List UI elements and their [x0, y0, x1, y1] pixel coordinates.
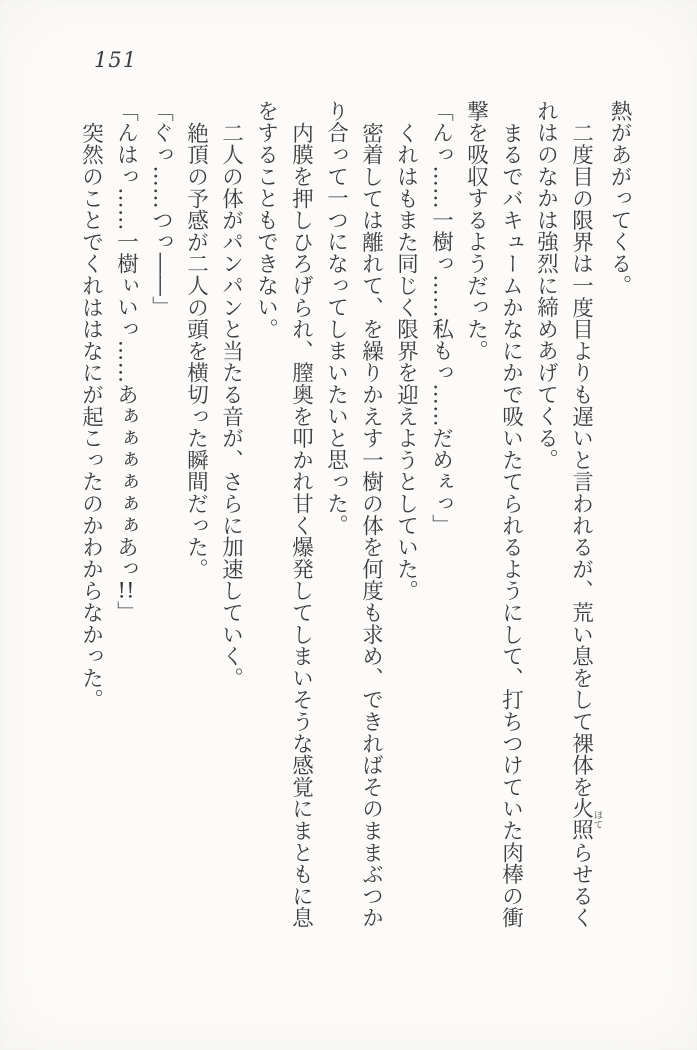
paragraph: まるでバキュームかなにかで吸いたてられるようにして、打ちつけていた肉棒の衝撃を吸収するようだった。: [463, 100, 524, 929]
paragraph: くれはもまた同じく限界を迎えようとしていた。: [393, 121, 419, 602]
paragraph: 二人の体がパンパンと当たる音が、さらに加速していく。: [218, 121, 244, 689]
paragraph: 二度目の限界は一度目よりも遅いと言われるが、荒い息をして裸体を火照ほてらせるくれはのなかは強烈に締めあげてくる。: [533, 100, 603, 929]
paragraph: 絶頂の予感が二人の頭を横切った瞬間だった。: [183, 121, 209, 580]
paragraph: 内膜を押しひろげられ、膣奥を叩かれ甘く爆発してしまいそうな感覚にまともに息をすることもできない。: [253, 100, 314, 929]
paragraph: 「ぐっ……つっ――」: [148, 100, 174, 318]
paragraph: 熱があがってくる。: [607, 100, 632, 297]
page-number: 151: [94, 48, 138, 72]
tate-chu-yoko-text: !!: [117, 579, 135, 602]
ruby-annotated-word: 火照ほて: [568, 797, 603, 841]
paragraph: 「んっ……一樹っ……私もっ……だめぇっ」: [428, 100, 454, 536]
paragraph: 突然のことでくれははなにが起こったのかわからなかった。: [78, 121, 104, 711]
body-text: [74, 100, 638, 932]
paragraph: 「んはっ……一樹ぃいっ……あぁぁぁぁぁぁあっ!!」: [113, 100, 139, 623]
paragraph: 密着しては離れて、を繰りかえす一樹の体を何度も求め、できればそのままぶつかり合って一つになってしまいたいと思った。: [323, 100, 384, 929]
